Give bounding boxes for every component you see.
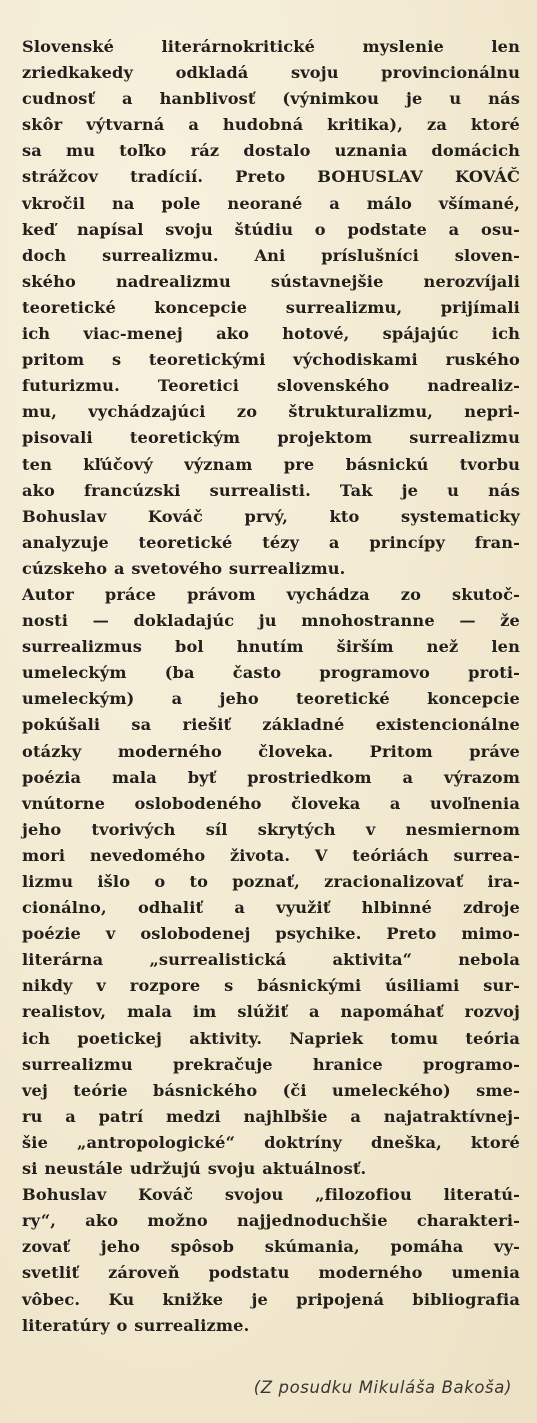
text-line: ako francúzski surrealisti. Tak je u nás xyxy=(22,480,520,500)
text-line: poézie v oslobodenej psychike. Preto mimo- xyxy=(22,924,520,944)
paragraph-2 xyxy=(22,582,520,1182)
text-line: jeho tvorivých síl skrytých v nesmiernom xyxy=(22,819,520,839)
text-line: surrealizmus bol hnutím širším než len xyxy=(22,637,520,657)
text-line: nosti — dokladajúc ju mnohostranne — že xyxy=(22,611,520,631)
text-line: ich poetickej aktivity. Napriek tomu teória xyxy=(22,1028,520,1048)
source-attribution: (Z posudku Mikuláša Bakoša) xyxy=(253,1378,512,1397)
text-line: vej teórie básnického (či umeleckého) sme- xyxy=(22,1080,520,1100)
text-line: nikdy v rozpore s básnickými úsiliami sur- xyxy=(22,976,520,996)
text-line: ry“, ako možno najjednoduchšie charakteri- xyxy=(22,1211,520,1231)
text-line: cudnosť a hanblivosť (výnimkou je u nás xyxy=(22,89,520,109)
text-line: keď napísal svoju štúdiu o podstate a osu- xyxy=(22,219,520,239)
text-line: otázky moderného človeka. Pritom práve xyxy=(22,741,520,761)
text-line: zovať jeho spôsob skúmania, pomáha vy- xyxy=(22,1237,520,1257)
text-line: ru a patrí medzi najhlbšie a najatraktívnej- xyxy=(22,1106,520,1126)
paragraph-1 xyxy=(22,34,520,582)
text-line: skôr výtvarná a hudobná kritika), za ktoré xyxy=(22,115,520,135)
text-line: umeleckým) a jeho teoretické koncepcie xyxy=(22,689,520,709)
text-line: vkročil na pole neorané a málo všímané, xyxy=(22,193,520,213)
text-line: doch surrealizmu. Ani príslušníci sloven- xyxy=(22,245,520,265)
text-line: pisovali teoretickým projektom surrealizmu xyxy=(22,428,520,448)
text-line: vnútorne oslobodeného človeka a uvoľnenia xyxy=(22,793,520,813)
text-line: pokúšali sa riešiť základné existencionálne xyxy=(22,715,520,735)
text-line: futurizmu. Teoretici slovenského nadrealiz- xyxy=(22,376,520,396)
text-line: si neustále udržujú svoju aktuálnosť. xyxy=(22,1159,367,1179)
text-line: ského nadrealizmu sústavnejšie nerozvíjali xyxy=(22,271,520,291)
text-line: surrealizmu prekračuje hranice programo- xyxy=(22,1054,520,1074)
text-line: realistov, mala im slúžiť a napomáhať rozvoj xyxy=(22,1002,520,1022)
text-line: mu, vychádzajúci zo štrukturalizmu, nepri- xyxy=(22,402,520,422)
text-line: šie „antropologické“ doktríny dneška, ktoré xyxy=(22,1132,520,1152)
text-line: literatúry o surrealizme. xyxy=(22,1315,250,1335)
text-line: teoretické koncepcie surrealizmu, prijímali xyxy=(22,297,520,317)
text-line: Autor práce právom vychádza zo skutoč- xyxy=(22,584,520,604)
text-line: poézia mala byť prostriedkom a výrazom xyxy=(22,767,520,787)
text-line: ich viac-menej ako hotové, spájajúc ich xyxy=(22,324,520,344)
text-line: cúzskeho a svetového surrealizmu. xyxy=(22,558,346,578)
text-line: svetliť zároveň podstatu moderného umenia xyxy=(22,1263,520,1283)
text-line: sa mu toľko ráz dostalo uznania domácich xyxy=(22,141,520,161)
text-line: Bohuslav Kováč svojou „filozofiou literatú- xyxy=(22,1185,520,1205)
text-line: vôbec. Ku knižke je pripojená bibliografia xyxy=(22,1289,520,1309)
text-line: zriedkakedy odkladá svoju provincionálnu xyxy=(22,63,520,83)
text-line: cionálno, odhaliť a využiť hlbinné zdroje xyxy=(22,898,520,918)
text-line: pritom s teoretickými východiskami ruského xyxy=(22,350,520,370)
text-line: Bohuslav Kováč prvý, kto systematicky xyxy=(22,506,520,526)
paragraph-3 xyxy=(22,1182,520,1339)
text-line: Slovenské literárnokritické myslenie len xyxy=(22,37,520,56)
text-line: mori nevedomého života. V teóriách surrea- xyxy=(22,845,520,865)
review-text xyxy=(22,34,520,1339)
text-line: lizmu išlo o to poznať, zracionalizovať ira- xyxy=(22,872,520,891)
text-line: strážcov tradícií. Preto BOHUSLAV KOVÁČ xyxy=(22,167,520,187)
text-line: literárna „surrealistická aktivita“ nebola xyxy=(22,950,520,970)
text-line: analyzuje teoretické tézy a princípy fran- xyxy=(22,532,520,552)
text-line: ten kľúčový význam pre básnickú tvorbu xyxy=(22,454,520,474)
text-line: umeleckým (ba často programovo proti- xyxy=(22,663,520,683)
